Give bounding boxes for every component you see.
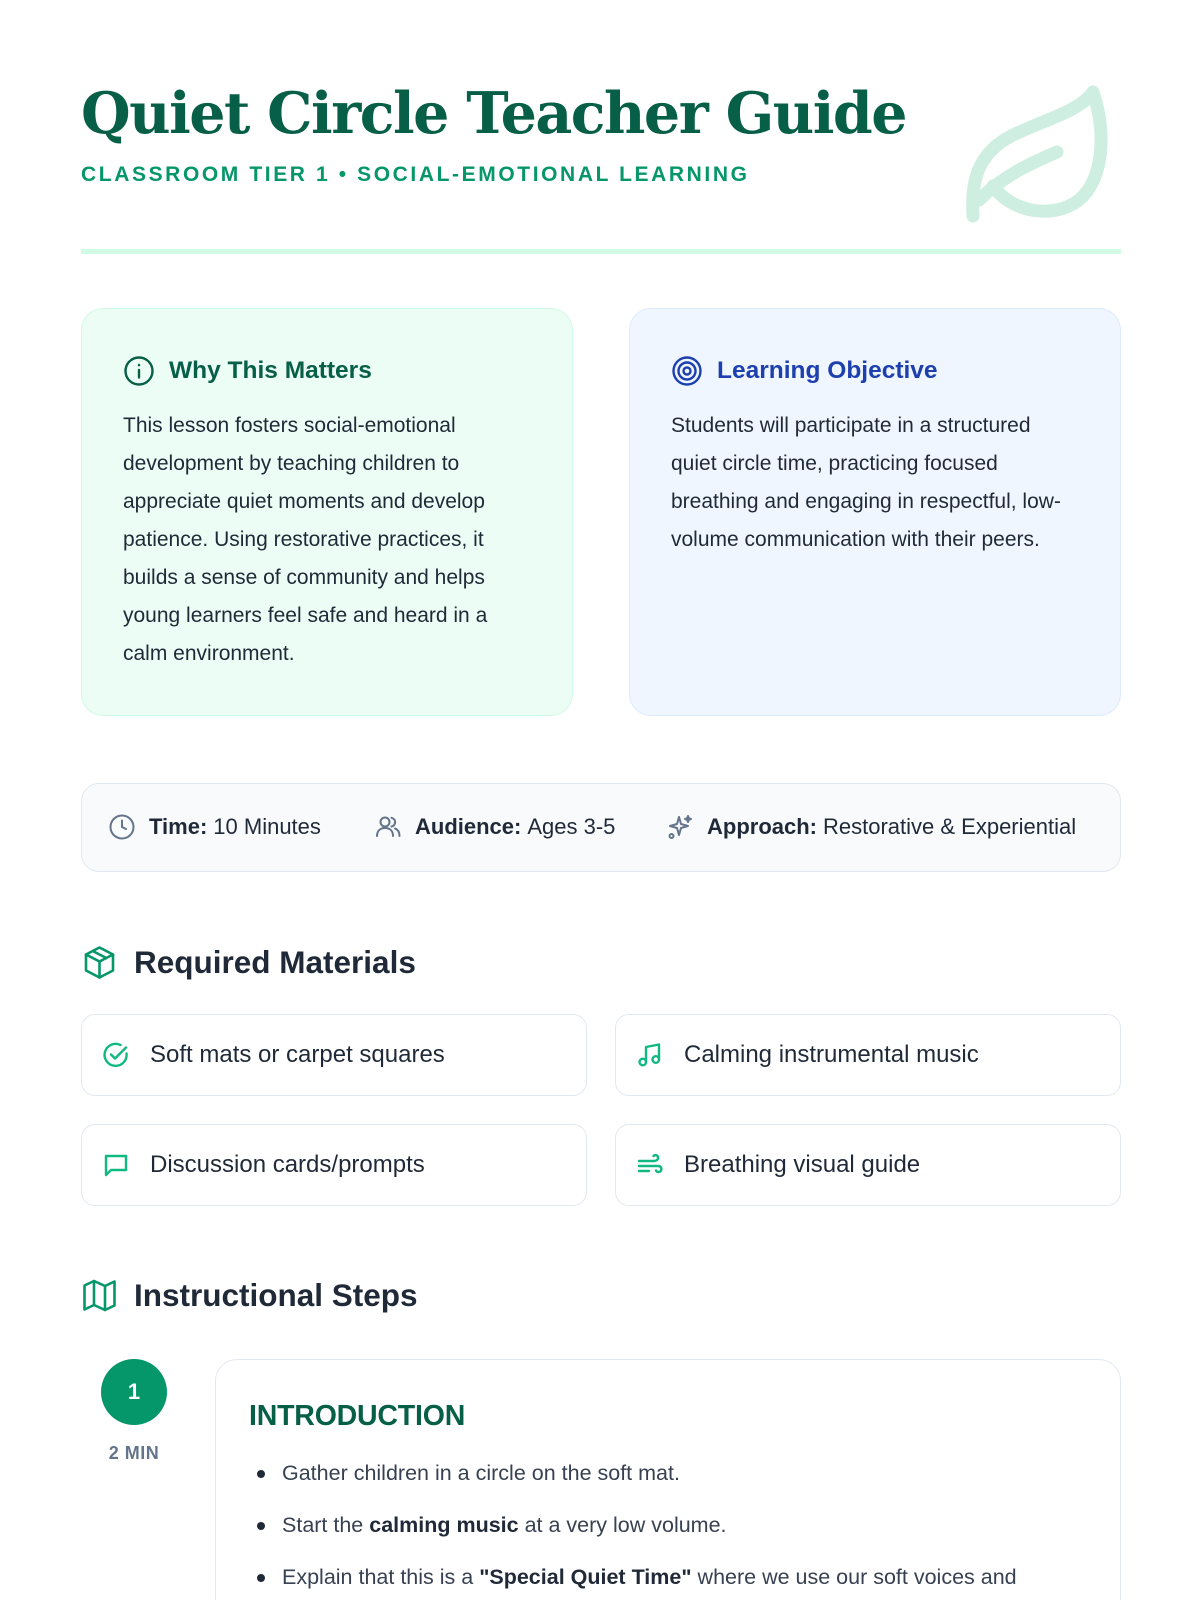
info-circle-icon <box>123 355 155 387</box>
meta-time-label: Time: <box>149 814 208 839</box>
meta-time <box>108 784 321 870</box>
bullet-text: where we use our soft voices and <box>691 1565 1017 1589</box>
material-item <box>81 1124 587 1206</box>
meta-audience-label: Audience: <box>415 814 522 839</box>
steps-heading <box>81 1273 418 1317</box>
page-title: Quiet Circle Teacher Guide <box>81 80 906 147</box>
material-item <box>615 1124 1121 1206</box>
step-title: INTRODUCTION <box>249 1400 466 1432</box>
material-label: Soft mats or carpet squares <box>150 1041 445 1068</box>
meta-approach-label: Approach: <box>707 814 817 839</box>
step-bullet <box>249 1499 1088 1551</box>
page-subtitle: CLASSROOM TIER 1 • SOCIAL-EMOTIONAL LEARNING <box>81 163 750 186</box>
step-number-badge: 1 <box>101 1359 167 1425</box>
why-card-body: This lesson fosters social-emotional development by teaching children to appreciate quiet moments and develop patience. Using restorative practices, it builds a sense of community and helps young learners feel safe and heard in a calm environment. <box>123 414 488 665</box>
clock-icon <box>108 813 136 841</box>
bullet-text: at a very low volume. <box>518 1513 727 1537</box>
target-icon <box>671 355 703 387</box>
materials-heading-text: Required Materials <box>134 943 416 980</box>
materials-heading <box>81 940 416 984</box>
leaf-icon <box>961 82 1111 232</box>
music-icon <box>636 1041 664 1069</box>
step-duration: 2 MIN <box>108 1443 160 1463</box>
meta-audience <box>374 784 615 870</box>
material-label: Calming instrumental music <box>684 1041 979 1068</box>
package-icon <box>81 944 118 981</box>
why-card-title: Why This Matters <box>169 357 372 384</box>
material-label: Discussion cards/prompts <box>150 1151 425 1178</box>
check-circle-icon <box>102 1041 130 1069</box>
message-square-icon <box>102 1151 130 1179</box>
wind-icon <box>636 1151 664 1179</box>
why-card-header <box>123 353 532 389</box>
step-bullet <box>249 1551 1088 1600</box>
users-icon <box>374 813 402 841</box>
lesson-meta-bar <box>81 783 1121 872</box>
map-icon <box>81 1277 118 1314</box>
bullet-text: Explain that this is a <box>282 1565 480 1589</box>
sparkles-icon <box>666 813 694 841</box>
learning-objective-card <box>629 308 1121 716</box>
steps-heading-text: Instructional Steps <box>134 1276 418 1313</box>
bullet-text: Gather children in a circle on the soft mat. <box>282 1461 680 1485</box>
meta-approach-value: Restorative & Experiential <box>823 814 1077 839</box>
meta-approach <box>666 784 1076 870</box>
bullet-emphasis: calming music <box>369 1513 519 1537</box>
material-item <box>615 1014 1121 1096</box>
meta-audience-value: Ages 3-5 <box>527 814 616 839</box>
step-bullet <box>249 1447 1088 1499</box>
step-bullet-list <box>249 1447 1088 1600</box>
step-card <box>215 1359 1121 1600</box>
meta-time-value: 10 Minutes <box>213 814 321 839</box>
why-this-matters-card <box>81 308 573 716</box>
objective-card-header <box>671 353 1080 389</box>
bullet-emphasis: "Special Quiet Time" <box>479 1565 692 1589</box>
material-item <box>81 1014 587 1096</box>
intro-cards <box>81 308 1121 716</box>
objective-card-title: Learning Objective <box>717 357 938 384</box>
objective-card-body: Students will participate in a structured quiet circle time, practicing focused breathing and engaging in respectful, low-volume communication with their peers. <box>671 414 1061 551</box>
bullet-text: Start the <box>282 1513 370 1537</box>
teacher-guide-page <box>81 0 1121 1589</box>
material-label: Breathing visual guide <box>684 1151 921 1178</box>
guide-header <box>81 0 1121 254</box>
